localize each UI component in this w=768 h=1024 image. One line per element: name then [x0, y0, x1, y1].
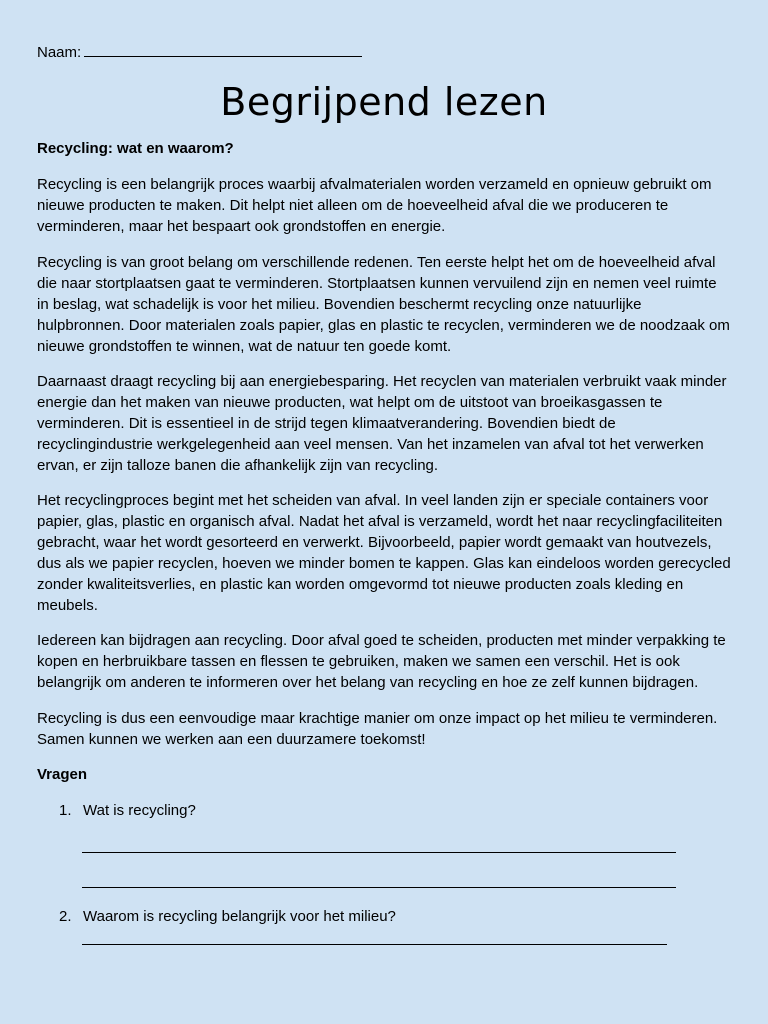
question-number: 2. [59, 908, 72, 925]
questions-heading: Vragen [37, 766, 88, 783]
question-1 [59, 801, 196, 821]
article-heading: Recycling: wat en waarom? [37, 140, 234, 157]
page-title: Begrijpend lezen [220, 80, 548, 124]
name-label: Naam: [37, 44, 82, 61]
paragraph-3: Daarnaast draagt recycling bij aan energiebesparing. Het recyclen van materialen verbruikt vaak minder energie dan het maken van nieuwe producten, wat helpt om de uitstoot van broeikasgassen te verminderen. Dit is essentieel in de strijd tegen klimaatverandering. Bovendien biedt de recyclingindustrie werkgelegenheid aan veel mensen. Van het inzamelen van afval tot het verwerken ervan, er zijn talloze banen die afhankelijk zijn van recycling. [37, 373, 727, 474]
question-number: 1. [59, 802, 72, 819]
question-text: Wat is recycling? [83, 802, 196, 819]
question-text: Waarom is recycling belangrijk voor het milieu? [83, 908, 396, 925]
paragraph-2: Recycling is van groot belang om verschillende redenen. Ten eerste helpt het om de hoeveelheid afval die naar stortplaatsen gaat te verminderen. Stortplaatsen kunnen vervuilend zijn en nemen veel ruimte in beslag, wat schadelijk is voor het milieu. Bovendien beschermt recycling onze natuurlijke hulpbronnen. Door materialen zoals papier, glas en plastic te recyclen, verminderen we de noodzaak om nieuwe grondstoffen te winnen, wat de natuur ten goede komt. [37, 254, 730, 355]
name-input-line[interactable] [84, 42, 362, 57]
name-row [37, 42, 362, 62]
answer-line[interactable] [82, 887, 676, 888]
paragraph-1: Recycling is een belangrijk proces waarbij afvalmaterialen worden verzameld en opnieuw gebruikt om nieuwe producten te maken. Dit helpt niet alleen om de hoeveelheid afval die we produceren te verminderen, maar het bespaart ook grondstoffen en energie. [37, 176, 712, 235]
question-2 [59, 907, 396, 927]
paragraph-4: Het recyclingproces begint met het scheiden van afval. In veel landen zijn er speciale containers voor papier, glas, plastic en organisch afval. Nadat het afval is verzameld, wordt het naar recyclingfaciliteiten gebracht, waar het wordt gesorteerd en verwerkt. Bijvoorbeeld, papier wordt gemaakt van houtvezels, dus als we papier recyclen, hoeven we minder bomen te kappen. Glas kan eindeloos worden gerecycled zonder kwaliteitsverlies, en plastic kan worden omgevormd tot nieuwe producten zoals kleding en meubels. [37, 492, 731, 614]
answer-line[interactable] [82, 852, 676, 853]
answer-line[interactable] [82, 944, 667, 945]
paragraph-6: Recycling is dus een eenvoudige maar krachtige manier om onze impact op het milieu te verminderen. Samen kunnen we werken aan een duurzamere toekomst! [37, 710, 718, 748]
paragraph-5: Iedereen kan bijdragen aan recycling. Door afval goed te scheiden, producten met minder verpakking te kopen en herbruikbare tassen en flessen te gebruiken, maken we samen een verschil. Het is ook belangrijk om anderen te informeren over het belang van recycling en hoe ze zelf kunnen bijdragen. [37, 632, 726, 691]
